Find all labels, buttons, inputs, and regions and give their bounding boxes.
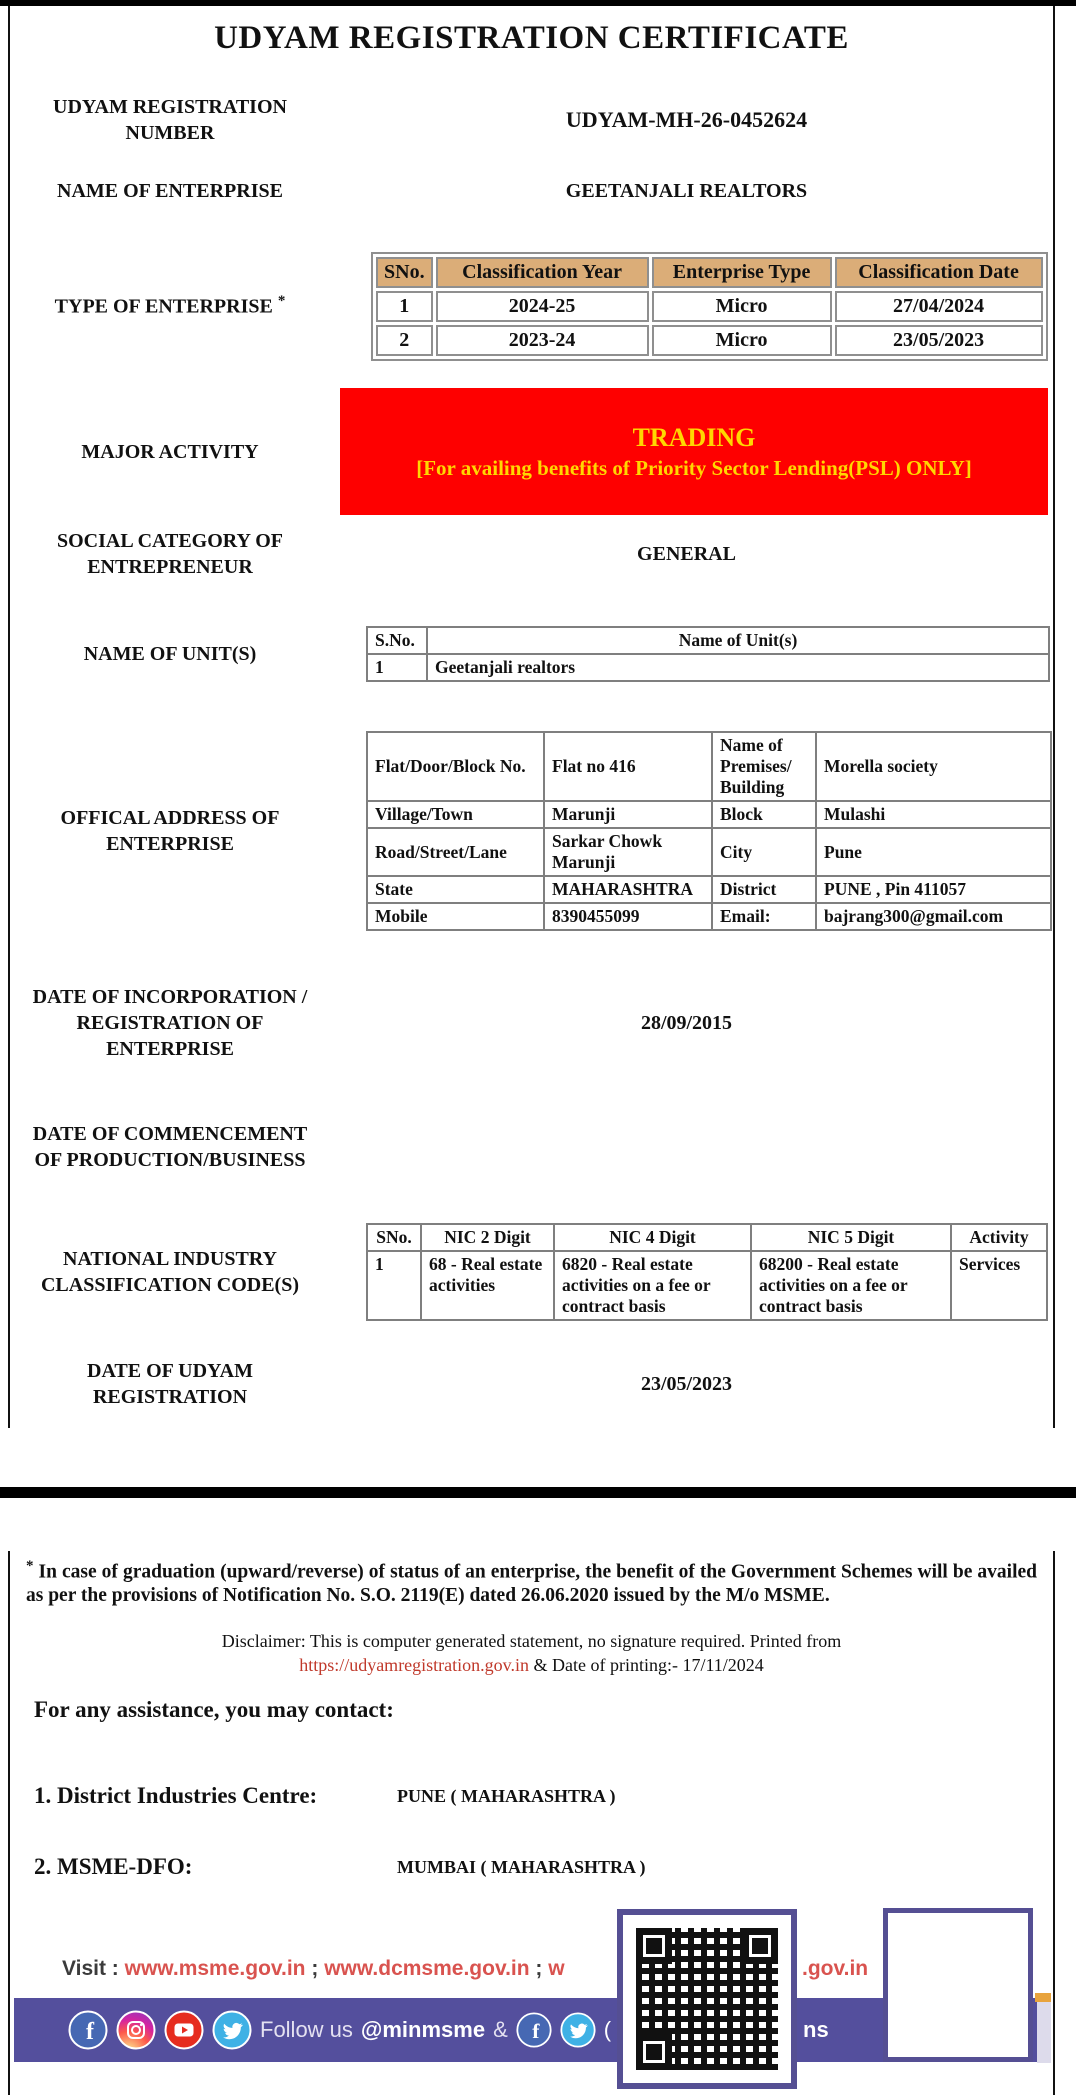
msme-dfo-value: MUMBAI ( MAHARASHTRA ) xyxy=(397,1856,646,1877)
youtube-icon[interactable] xyxy=(164,2010,204,2050)
third-gov-link-end: .gov.in xyxy=(802,1957,869,1980)
table-row xyxy=(376,325,1043,356)
footnote-asterisk: * xyxy=(26,1558,34,1574)
address-table-container xyxy=(320,731,1053,931)
address-cell: Marunji xyxy=(544,801,712,828)
type-asterisk: * xyxy=(277,293,286,310)
nic-cell: 68200 - Real estate activities on a fee or contract basis xyxy=(751,1251,951,1320)
nic-cell: 6820 - Real estate activities on a fee or contract basis xyxy=(554,1251,751,1320)
nic-header-activity: Activity xyxy=(951,1224,1047,1251)
type-header-date: Classification Date xyxy=(835,257,1043,288)
units-cell: Geetanjali realtors xyxy=(427,654,1049,681)
district-industries-label: 1. District Industries Centre: xyxy=(34,1783,318,1809)
blank-stamp-box xyxy=(883,1908,1033,2062)
major-activity-label: MAJOR ACTIVITY xyxy=(81,440,259,463)
udyam-date-value: 23/05/2023 xyxy=(640,1372,733,1395)
type-cell: Micro xyxy=(652,325,832,356)
major-activity-banner xyxy=(340,388,1048,515)
visit-separator: ; xyxy=(305,1957,325,1980)
incorporation-date-row xyxy=(10,966,1053,1080)
units-table-container xyxy=(320,626,1053,682)
title-row xyxy=(10,16,1053,60)
ampersand-text: & xyxy=(493,2017,508,2042)
table-row xyxy=(367,828,1051,876)
table-row xyxy=(367,876,1051,903)
graduation-footnote xyxy=(26,1557,1037,1608)
nic-cell: 68 - Real estate activities xyxy=(421,1251,554,1320)
units-table xyxy=(366,626,1050,682)
assistance-heading: For any assistance, you may contact: xyxy=(34,1697,394,1722)
type-cell: 23/05/2023 xyxy=(835,325,1043,356)
disclaimer-text: Disclaimer: This is computer generated statement, no signature required. Printed from xyxy=(221,1631,842,1651)
incorporation-date-value: 28/09/2015 xyxy=(640,1011,733,1034)
commencement-date-label: DATE OF COMMENCEMENT OF PRODUCTION/BUSINESS xyxy=(32,1123,308,1171)
table-row xyxy=(367,903,1051,930)
address-cell: Block xyxy=(712,801,816,828)
contact-msme-dfo xyxy=(34,1847,645,1887)
table-row xyxy=(367,654,1049,681)
third-gov-link-start[interactable]: w xyxy=(548,1957,565,1980)
address-cell: Email: xyxy=(712,903,816,930)
address-cell: District xyxy=(712,876,816,903)
printing-date-text: & Date of printing:- 17/11/2024 xyxy=(533,1655,764,1676)
svg-text:f: f xyxy=(531,2019,540,2044)
type-header-sno: SNo. xyxy=(376,257,433,288)
table-row xyxy=(376,291,1043,322)
address-row xyxy=(10,710,1053,952)
facebook-icon[interactable] xyxy=(68,2010,108,2050)
social-category-value: GENERAL xyxy=(637,542,736,565)
type-table-header-row xyxy=(376,257,1043,288)
address-cell: Road/Street/Lane xyxy=(367,828,544,876)
address-cell: Morella society xyxy=(816,732,1051,801)
minmsme-handle: @minmsme xyxy=(360,2017,486,2042)
msme-gov-link[interactable]: www.msme.gov.in xyxy=(124,1957,306,1980)
type-header-type: Enterprise Type xyxy=(652,257,832,288)
instagram-icon[interactable] xyxy=(116,2010,156,2050)
table-row xyxy=(367,801,1051,828)
nic-cell: 1 xyxy=(367,1251,421,1320)
svg-text:f: f xyxy=(86,2019,94,2045)
disclaimer xyxy=(50,1629,1013,1678)
section-divider-bar xyxy=(0,1487,1076,1498)
visit-separator: ; xyxy=(529,1957,549,1980)
contact-district-industries xyxy=(34,1761,616,1831)
certificate-main-section xyxy=(8,6,1055,1428)
nic-header-row xyxy=(367,1224,1047,1251)
table-row xyxy=(367,732,1051,801)
address-table xyxy=(366,731,1052,931)
nic-label: NATIONAL INDUSTRY CLASSIFICATION CODE(S) xyxy=(40,1248,299,1296)
address-cell: bajrang300@gmail.com xyxy=(816,903,1051,930)
nic-cell: Services xyxy=(951,1251,1047,1320)
type-of-enterprise-row xyxy=(10,232,1053,380)
major-activity-container xyxy=(320,388,1053,515)
dcmsme-gov-link[interactable]: www.dcmsme.gov.in xyxy=(324,1957,530,1980)
incorporation-date-label: DATE OF INCORPORATION / REGISTRATION OF ENTERPRISE xyxy=(32,986,308,1060)
bar-paren-fragment: ( xyxy=(603,2017,612,2042)
visit-label: Visit : xyxy=(62,1957,125,1980)
type-cell: 27/04/2024 xyxy=(835,291,1043,322)
social-category-label: SOCIAL CATEGORY OF ENTREPRENEUR xyxy=(57,530,283,578)
type-cell: Micro xyxy=(652,291,832,322)
bar-ns-fragment: ns xyxy=(803,2017,829,2042)
major-activity-value: TRADING xyxy=(632,423,756,453)
type-cell: 2 xyxy=(376,325,433,356)
facebook-icon[interactable] xyxy=(516,2012,552,2048)
address-cell: City xyxy=(712,828,816,876)
major-activity-note: [For availing benefits of Priority Sector Lending(PSL) ONLY] xyxy=(416,456,972,481)
units-cell: 1 xyxy=(367,654,427,681)
address-cell: Village/Town xyxy=(367,801,544,828)
units-row xyxy=(10,612,1053,696)
urn-value: UDYAM-MH-26-0452624 xyxy=(565,107,808,132)
udyam-date-row xyxy=(10,1352,1053,1416)
units-header-name: Name of Unit(s) xyxy=(427,627,1049,654)
twitter-icon[interactable] xyxy=(212,2010,252,2050)
address-cell: 8390455099 xyxy=(544,903,712,930)
address-cell: PUNE , Pin 411057 xyxy=(816,876,1051,903)
footnote-text: In case of graduation (upward/reverse) of status of an enterprise, the benefit of the Government Schemes will be availed as per the provisions of Notification No. S.O. 2119(E) dated 26.06.2020 issued by the M/o MSME. xyxy=(26,1561,1037,1607)
address-cell: Mulashi xyxy=(816,801,1051,828)
address-cell: State xyxy=(367,876,544,903)
address-cell: Flat no 416 xyxy=(544,732,712,801)
type-cell: 2023-24 xyxy=(436,325,649,356)
address-cell: Name of Premises/ Building xyxy=(712,732,816,801)
social-category-row xyxy=(10,526,1053,582)
address-label: OFFICAL ADDRESS OF ENTERPRISE xyxy=(60,807,280,855)
qr-pattern xyxy=(636,1928,778,2070)
type-cell: 1 xyxy=(376,291,433,322)
nic-table xyxy=(366,1223,1048,1321)
address-cell: Sarkar Chowk Marunji xyxy=(544,828,712,876)
twitter-icon[interactable] xyxy=(560,2012,596,2048)
units-header-row xyxy=(367,627,1049,654)
type-label-text: TYPE OF ENTERPRISE xyxy=(54,295,273,318)
address-cell: Mobile xyxy=(367,903,544,930)
qr-finder-icon xyxy=(636,2034,672,2070)
district-industries-value: PUNE ( MAHARASHTRA ) xyxy=(397,1785,616,1806)
type-of-enterprise-label xyxy=(20,292,320,320)
type-table-container xyxy=(320,252,1053,361)
orange-accent-strip xyxy=(1035,1993,1051,2002)
nic-header-2digit: NIC 2 Digit xyxy=(421,1224,554,1251)
address-cell: Pune xyxy=(816,828,1051,876)
nic-header-sno: SNo. xyxy=(367,1224,421,1251)
udyam-date-label: DATE OF UDYAM REGISTRATION xyxy=(87,1360,253,1408)
qr-finder-icon xyxy=(636,1928,672,1964)
commencement-date-row xyxy=(10,1100,1053,1194)
qr-code xyxy=(617,1909,797,2089)
type-cell: 2024-25 xyxy=(436,291,649,322)
address-cell: MAHARASHTRA xyxy=(544,876,712,903)
nic-header-4digit: NIC 4 Digit xyxy=(554,1224,751,1251)
enterprise-name-row xyxy=(10,172,1053,210)
nic-table-container xyxy=(320,1223,1053,1321)
nic-header-5digit: NIC 5 Digit xyxy=(751,1224,951,1251)
udyam-registration-link[interactable]: https://udyamregistration.gov.in xyxy=(299,1655,529,1676)
type-header-year: Classification Year xyxy=(436,257,649,288)
msme-dfo-label: 2. MSME-DFO: xyxy=(34,1854,193,1880)
table-row xyxy=(367,1251,1047,1320)
page-title: UDYAM REGISTRATION CERTIFICATE xyxy=(214,19,849,56)
follow-us-text: Follow us xyxy=(260,2017,353,2042)
address-cell: Flat/Door/Block No. xyxy=(367,732,544,801)
urn-row xyxy=(10,88,1053,152)
major-activity-row xyxy=(10,388,1053,515)
enterprise-name-value: GEETANJALI REALTORS xyxy=(565,179,808,202)
type-of-enterprise-table xyxy=(371,252,1048,361)
bar-light-segment xyxy=(1037,2002,1051,2063)
qr-finder-icon xyxy=(742,1928,778,1964)
units-header-sno: S.No. xyxy=(367,627,427,654)
enterprise-name-label: NAME OF ENTERPRISE xyxy=(57,180,283,202)
units-label: NAME OF UNIT(S) xyxy=(83,643,257,665)
urn-label: UDYAM REGISTRATION NUMBER xyxy=(53,96,287,144)
nic-row xyxy=(10,1210,1053,1334)
